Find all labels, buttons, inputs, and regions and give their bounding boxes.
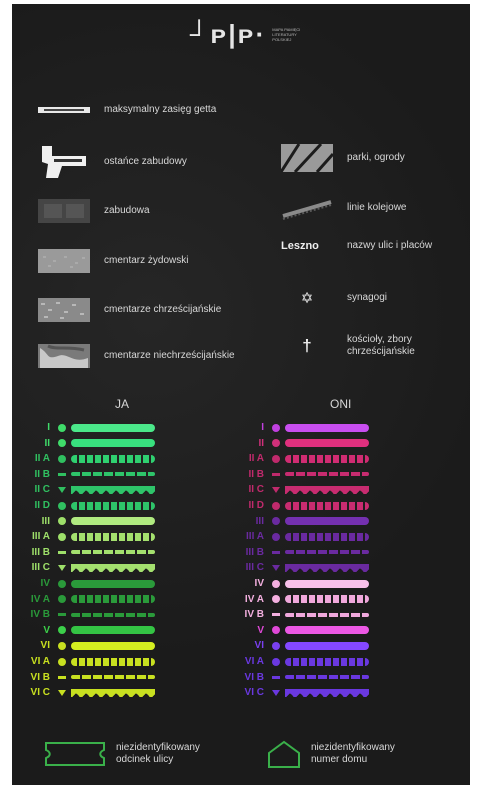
parks-icon xyxy=(281,144,333,172)
legend-item-buildings xyxy=(38,199,150,223)
dot-marker-icon xyxy=(272,658,280,666)
line-style-bar xyxy=(71,564,155,572)
ja-legend-row xyxy=(24,531,155,542)
legend-label: cmentarze niechrześcijańskie xyxy=(104,350,235,361)
dot-marker-icon xyxy=(272,533,280,541)
line-style-bar xyxy=(285,455,369,463)
oni-legend-row xyxy=(238,640,369,651)
line-style-bar xyxy=(285,642,369,650)
line-style-bar xyxy=(285,675,369,679)
legend-item-christian-cemeteries xyxy=(38,298,221,322)
row-numeral: III B xyxy=(31,546,50,558)
line-style-bar xyxy=(71,533,155,541)
ja-legend-row xyxy=(24,656,155,667)
row-numeral: II B xyxy=(34,468,50,480)
line-style-bar xyxy=(71,486,155,494)
row-numeral: IV xyxy=(40,578,50,589)
oni-legend-row xyxy=(238,578,369,589)
legend-label: niezidentyfikowany odcinek ulicy xyxy=(116,742,200,765)
legend-label: nazwy ulic i placów xyxy=(347,240,433,251)
oni-legend-row xyxy=(238,422,369,433)
line-style-bar xyxy=(71,689,155,697)
railway-icon xyxy=(281,196,333,220)
legend-label: synagogi xyxy=(347,292,388,303)
legend-label: maksymalny zasięg getta xyxy=(104,104,217,115)
legend-label: zabudowa xyxy=(104,205,150,216)
dot-marker-icon xyxy=(272,502,280,510)
line-style-bar xyxy=(285,550,369,554)
dot-marker-icon xyxy=(58,533,66,541)
dot-marker-icon xyxy=(272,580,280,588)
oni-legend-row xyxy=(238,516,369,527)
row-numeral: VI B xyxy=(30,671,50,683)
legend-item-railway xyxy=(281,196,406,220)
line-style-bar xyxy=(71,626,155,634)
legend-item-unidentified-house xyxy=(267,739,421,769)
legend-item-synagogues xyxy=(281,289,387,307)
logo-glyph: ┘ᴘ|ᴘ· xyxy=(190,18,267,49)
row-numeral: IV B xyxy=(30,609,50,621)
oni-legend-row xyxy=(238,562,369,573)
row-numeral: III xyxy=(41,515,50,527)
oni-legend-row xyxy=(238,594,369,605)
dash-marker-icon xyxy=(272,676,280,679)
logo xyxy=(190,16,306,52)
line-style-bar xyxy=(285,439,369,447)
triangle-marker-icon xyxy=(58,565,66,571)
dot-marker-icon xyxy=(58,439,66,447)
oni-legend-row xyxy=(238,609,369,620)
legend-item-non-christian-cemeteries xyxy=(38,344,235,368)
line-style-bar xyxy=(71,642,155,650)
row-numeral: II B xyxy=(248,468,264,480)
legend-label: linie kolejowe xyxy=(347,202,407,213)
row-numeral: VI B xyxy=(244,671,264,683)
dot-marker-icon xyxy=(272,595,280,603)
line-style-bar xyxy=(71,658,155,666)
row-numeral: V xyxy=(257,624,264,636)
row-numeral: II xyxy=(258,437,264,449)
ja-legend-row xyxy=(24,562,155,573)
ja-legend-row xyxy=(24,672,155,683)
legend-item-unidentified-street xyxy=(44,741,226,767)
legend-label: cmentarz żydowski xyxy=(104,255,189,266)
row-numeral: VI C xyxy=(244,687,264,699)
line-style-bar xyxy=(71,675,155,679)
legend-item-parks xyxy=(281,144,405,172)
ja-legend-row xyxy=(24,609,155,620)
dot-marker-icon xyxy=(58,517,66,525)
oni-column-title: ONI xyxy=(330,397,352,411)
line-style-bar xyxy=(285,613,369,617)
row-numeral: II D xyxy=(34,500,50,511)
legend-label: cmentarze chrześcijańskie xyxy=(104,304,222,315)
legend-label: parki, ogrody xyxy=(347,152,405,163)
dot-marker-icon xyxy=(58,455,66,463)
line-style-bar xyxy=(285,626,369,634)
line-style-bar xyxy=(285,502,369,510)
dot-marker-icon xyxy=(272,517,280,525)
ja-legend-row xyxy=(24,516,155,527)
map-legend-panel xyxy=(12,4,470,785)
oni-legend-row xyxy=(238,531,369,542)
dot-marker-icon xyxy=(272,439,280,447)
row-numeral: IV xyxy=(254,578,264,589)
row-numeral: VI xyxy=(254,640,264,652)
dot-marker-icon xyxy=(272,642,280,650)
line-style-bar xyxy=(71,613,155,617)
ja-legend-row xyxy=(24,625,155,636)
triangle-marker-icon xyxy=(272,487,280,493)
dash-marker-icon xyxy=(58,676,66,679)
synagogue-icon: ✡ xyxy=(300,290,314,307)
legend-item-jewish-cemetery xyxy=(38,249,188,273)
row-numeral: II A xyxy=(34,453,50,465)
dash-marker-icon xyxy=(58,551,66,554)
row-numeral: VI C xyxy=(30,687,50,699)
row-numeral: I xyxy=(47,422,50,433)
row-numeral: IV B xyxy=(244,609,264,621)
line-style-bar xyxy=(71,439,155,447)
row-numeral: III C xyxy=(31,562,50,574)
church-icon: † xyxy=(302,336,312,355)
row-numeral: III xyxy=(255,515,264,527)
ja-column-title: JA xyxy=(115,397,130,411)
oni-legend-row xyxy=(238,687,369,698)
ja-legend-row xyxy=(24,578,155,589)
unidentified-street-icon xyxy=(44,741,106,767)
row-numeral: VI A xyxy=(30,656,50,667)
row-numeral: II C xyxy=(34,484,50,496)
oni-legend-row xyxy=(238,625,369,636)
row-numeral: II C xyxy=(248,484,264,496)
line-style-bar xyxy=(285,424,369,432)
oni-legend-row xyxy=(238,438,369,449)
dot-marker-icon xyxy=(58,502,66,510)
triangle-marker-icon xyxy=(272,690,280,696)
oni-legend-row xyxy=(238,484,369,495)
oni-legend-row xyxy=(238,547,369,558)
triangle-marker-icon xyxy=(58,690,66,696)
buildings-icon xyxy=(38,199,90,223)
line-style-bar xyxy=(71,595,155,603)
dot-marker-icon xyxy=(58,580,66,588)
unidentified-house-icon xyxy=(267,739,301,769)
line-style-bar xyxy=(71,472,155,476)
line-style-bar xyxy=(71,424,155,432)
ja-legend-row xyxy=(24,438,155,449)
line-style-bar xyxy=(285,533,369,541)
row-numeral: III C xyxy=(245,562,264,574)
legend-label: kościoły, zbory chrześcijańskie xyxy=(347,334,415,357)
dot-marker-icon xyxy=(58,626,66,634)
line-style-bar xyxy=(285,472,369,476)
legend-item-street-names xyxy=(281,240,432,252)
row-numeral: II D xyxy=(248,500,264,511)
dot-marker-icon xyxy=(58,424,66,432)
ja-legend-row xyxy=(24,453,155,464)
row-numeral: IV A xyxy=(30,593,50,605)
line-style-bar xyxy=(71,517,155,525)
street-name-icon: Leszno xyxy=(281,240,319,252)
dot-marker-icon xyxy=(272,455,280,463)
line-style-bar xyxy=(285,595,369,603)
line-style-bar xyxy=(285,517,369,525)
line-style-bar xyxy=(285,564,369,572)
oni-legend-row xyxy=(238,453,369,464)
row-numeral: IV A xyxy=(244,593,264,605)
line-style-bar xyxy=(285,658,369,666)
dot-marker-icon xyxy=(58,595,66,603)
legend-label: niezidentyfikowany numer domu xyxy=(311,742,395,765)
line-style-bar xyxy=(285,580,369,588)
row-numeral: III A xyxy=(32,531,50,543)
building-remnants-icon xyxy=(38,144,90,180)
legend-item-remnants xyxy=(38,144,187,180)
dash-marker-icon xyxy=(272,551,280,554)
line-style-bar xyxy=(285,486,369,494)
christian-cemeteries-icon xyxy=(38,298,90,322)
line-style-bar xyxy=(71,502,155,510)
row-numeral: III A xyxy=(246,531,264,543)
ghetto-limit-icon xyxy=(38,98,90,122)
dash-marker-icon xyxy=(58,613,66,616)
dash-marker-icon xyxy=(272,613,280,616)
ja-legend-row xyxy=(24,687,155,698)
legend-label: ostańce zabudowy xyxy=(104,156,187,167)
row-numeral: III B xyxy=(245,546,264,558)
line-style-bar xyxy=(71,580,155,588)
triangle-marker-icon xyxy=(272,565,280,571)
dot-marker-icon xyxy=(58,658,66,666)
line-style-bar xyxy=(71,455,155,463)
dot-marker-icon xyxy=(58,642,66,650)
row-numeral: I xyxy=(261,422,264,433)
dot-marker-icon xyxy=(272,424,280,432)
dash-marker-icon xyxy=(58,473,66,476)
ja-legend-row xyxy=(24,547,155,558)
oni-legend-row xyxy=(238,500,369,511)
ja-legend-row xyxy=(24,484,155,495)
ja-legend-row xyxy=(24,594,155,605)
row-numeral: VI A xyxy=(244,656,264,667)
ja-legend-row xyxy=(24,640,155,651)
ja-legend-row xyxy=(24,500,155,511)
oni-legend-row xyxy=(238,656,369,667)
oni-legend-row xyxy=(238,469,369,480)
row-numeral: VI xyxy=(40,640,50,652)
legend-item-ghetto xyxy=(38,98,216,122)
non-christian-cemeteries-icon xyxy=(38,344,90,368)
line-style-bar xyxy=(285,689,369,697)
jewish-cemetery-icon xyxy=(38,249,90,273)
logo-subtitle: MAPA PAMIĘCI LITERATURY POLSKIEJ xyxy=(272,26,301,42)
legend-item-churches xyxy=(281,334,437,358)
ja-legend-row xyxy=(24,422,155,433)
oni-legend-row xyxy=(238,672,369,683)
ja-legend-row xyxy=(24,469,155,480)
dash-marker-icon xyxy=(272,473,280,476)
triangle-marker-icon xyxy=(58,487,66,493)
line-style-bar xyxy=(71,550,155,554)
row-numeral: II A xyxy=(248,453,264,465)
row-numeral: II xyxy=(44,437,50,449)
row-numeral: V xyxy=(43,624,50,636)
dot-marker-icon xyxy=(272,626,280,634)
